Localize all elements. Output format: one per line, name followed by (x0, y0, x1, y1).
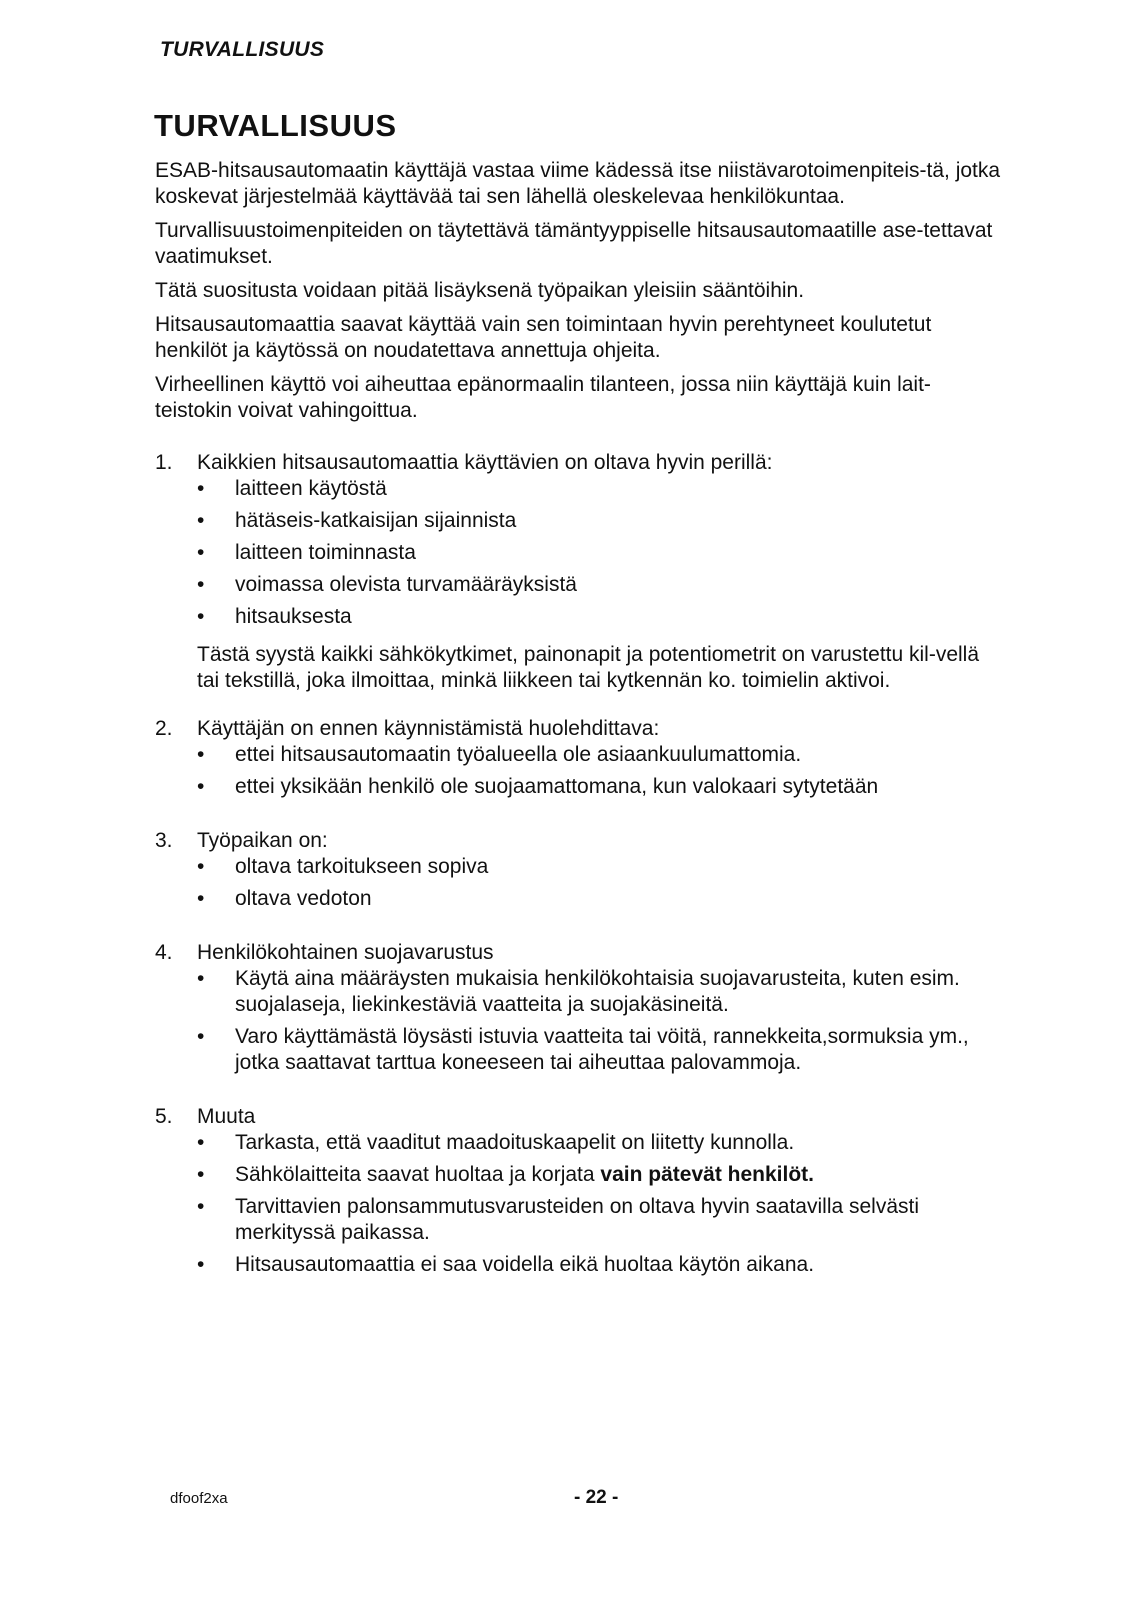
bullet-icon: • (197, 1253, 205, 1276)
bullet-list (197, 854, 1005, 912)
bullet-text: Tarvittavien palonsammutusvarusteiden on oltava hyvin saatavilla selvästi merkityssä paikassa. (235, 1195, 920, 1244)
item-title: Kaikkien hitsausautomaattia käyttävien on oltava hyvin perillä: (197, 451, 773, 474)
bullet-text: hitsauksesta (235, 605, 352, 628)
bullet-icon: • (197, 887, 205, 910)
item-number: 4. (155, 941, 173, 964)
bullet-item (197, 572, 1005, 598)
bullet-list (197, 476, 1005, 630)
bullet-icon: • (197, 1025, 205, 1048)
bullet-icon: • (197, 967, 205, 990)
bullet-icon: • (197, 509, 205, 532)
bullet-item (197, 886, 1005, 912)
bullet-item (197, 1024, 1005, 1076)
bullet-item (197, 774, 1005, 800)
bullet-item (197, 540, 1005, 566)
bullet-text: Varo käyttämästä löysästi istuvia vaatteita tai vöitä, rannekkeita,sormuksia ym., jotka saattavat tarttua koneeseen tai aiheuttaa palovammoja. (235, 1025, 969, 1074)
item-title: Henkilökohtainen suojavarustus (197, 941, 494, 964)
bullet-text: Käytä aina määräysten mukaisia henkilökohtaisia suojavarusteita, kuten esim. suojalaseja, liekinkestäviä vaatteita ja suojakäsineitä. (235, 967, 960, 1016)
item-number: 5. (155, 1105, 173, 1128)
bullet-item (197, 476, 1005, 502)
bullet-item (197, 508, 1005, 534)
bullet-text: laitteen toiminnasta (235, 541, 416, 564)
numbered-item (155, 1104, 1005, 1284)
item-title: Työpaikan on: (197, 829, 328, 852)
bullet-list (197, 1130, 1005, 1278)
intro-paragraph: Turvallisuustoimenpiteiden on täytettävä tämäntyyppiselle hitsausautomaatille ase-tettavat vaatimukset. (155, 219, 993, 268)
intro-paragraph: Hitsausautomaattia saavat käyttää vain sen toimintaan hyvin perehtyneet koulutetut henkilöt ja käytössä on noudatettava annettuja ohjeita. (155, 313, 932, 362)
intro-paragraph: Virheellinen käyttö voi aiheuttaa epänormaalin tilanteen, jossa niin käyttäjä kuin lait-teistokin voivat vahingoittua. (155, 373, 931, 422)
item-note: Tästä syystä kaikki sähkökytkimet, painonapit ja potentiometrit on varustettu kil-vellä tai tekstillä, joka ilmoittaa, minkä liikkeen tai kytkennän ko. toimielin aktivoi. (197, 643, 980, 692)
bullet-text: oltava tarkoitukseen sopiva (235, 855, 489, 878)
bullet-text: oltava vedoton (235, 887, 372, 910)
bullet-icon: • (197, 573, 205, 596)
document-code: dfoof2xa (170, 1490, 228, 1507)
bullet-item (197, 1194, 1005, 1246)
bullet-icon: • (197, 1163, 205, 1186)
bullet-list (197, 742, 1005, 800)
bullet-text: Hitsausautomaattia ei saa voidella eikä huoltaa käytön aikana. (235, 1253, 815, 1276)
bullet-item (197, 1162, 1005, 1188)
bullet-icon: • (197, 743, 205, 766)
bullet-item (197, 604, 1005, 630)
bullet-icon: • (197, 477, 205, 500)
bullet-text: Sähkölaitteita saavat huoltaa ja korjata (235, 1163, 595, 1186)
numbered-item (155, 450, 1005, 694)
bullet-icon: • (197, 605, 205, 628)
item-title: Muuta (197, 1105, 256, 1128)
bullet-text: ettei hitsausautomaatin työalueella ole asiaankuulumattomia. (235, 743, 802, 766)
bullet-text: Tarkasta, että vaaditut maadoituskaapelit on liitetty kunnolla. (235, 1131, 795, 1154)
bullet-text: voimassa olevista turvamääräyksistä (235, 573, 577, 596)
intro-paragraph: ESAB-hitsausautomaatin käyttäjä vastaa viime kädessä itse niistävarotoimenpiteis-tä, jotka koskevat järjestelmää käyttävää tai sen lähellä oleskelevaa henkilökuntaa. (155, 159, 1001, 208)
bullet-icon: • (197, 1131, 205, 1154)
intro-paragraph: Tätä suositusta voidaan pitää lisäyksenä työpaikan yleisiin sääntöihin. (155, 279, 805, 302)
page-title: TURVALLISUUS (154, 108, 397, 143)
bullet-item (197, 854, 1005, 880)
bullet-text: laitteen käytöstä (235, 477, 387, 500)
bullet-icon: • (197, 541, 205, 564)
safety-content (155, 158, 1005, 1284)
item-title: Käyttäjän on ennen käynnistämistä huolehdittava: (197, 717, 660, 740)
bullet-item (197, 966, 1005, 1018)
bullet-item (197, 742, 1005, 768)
page-number: - 22 - (574, 1487, 619, 1508)
item-number: 1. (155, 451, 173, 474)
bullet-icon: • (197, 855, 205, 878)
bullet-icon: • (197, 1195, 205, 1218)
bold-phrase: vain pätevät henkilöt. (600, 1163, 814, 1186)
bullet-text: hätäseis-katkaisijan sijainnista (235, 509, 517, 532)
running-header: TURVALLISUUS (160, 38, 325, 61)
bullet-item (197, 1130, 1005, 1156)
bullet-item (197, 1252, 1005, 1278)
bullet-list (197, 966, 1005, 1076)
bullet-icon: • (197, 775, 205, 798)
numbered-item (155, 828, 1005, 918)
item-number: 3. (155, 829, 173, 852)
bullet-text: ettei yksikään henkilö ole suojaamattomana, kun valokaari sytytetään (235, 775, 879, 798)
numbered-item (155, 716, 1005, 806)
item-number: 2. (155, 717, 173, 740)
numbered-item (155, 940, 1005, 1082)
